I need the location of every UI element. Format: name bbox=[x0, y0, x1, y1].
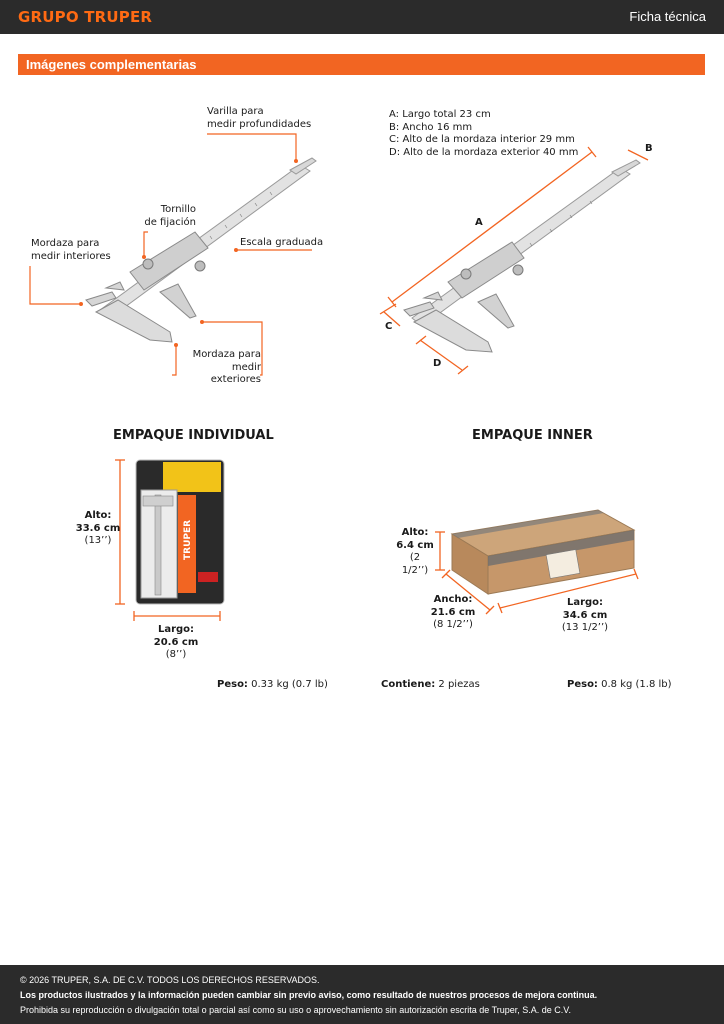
footer-notice: Los productos ilustrados y la información pueden cambiar sin previo aviso, como resultado de nuestros procesos de mejora continua. bbox=[20, 990, 598, 1000]
inner-length: Largo: 34.6 cm (13 1/2’’) bbox=[561, 597, 609, 633]
label-locking-screw: Tornillo de fijación bbox=[144, 204, 196, 228]
inner-height: Alto: 6.4 cm (2 1/2’’) bbox=[396, 527, 434, 576]
label-outer-jaw: Mordaza para medir exteriores bbox=[192, 349, 261, 385]
inner-weight: Peso: 0.8 kg (1.8 lb) bbox=[567, 679, 672, 690]
dimension-legend: A: Largo total 23 cm B: Ancho 16 mm C: Alto de la mordaza interior 29 mm D: Alto de la mordaza exterior 40 mm bbox=[389, 109, 579, 158]
individual-length: Largo: 20.6 cm (8’’) bbox=[153, 624, 199, 660]
inner-width: Ancho: 21.6 cm (8 1/2’’) bbox=[430, 594, 476, 630]
inner-contents: Contiene: 2 piezas bbox=[381, 679, 480, 690]
individual-height: Alto: 33.6 cm (13’’) bbox=[75, 510, 121, 546]
dim-letter-a: A bbox=[475, 217, 483, 228]
individual-pack-title: EMPAQUE INDIVIDUAL bbox=[113, 428, 274, 443]
footer-copyright: © 2026 TRUPER, S.A. DE C.V. TODOS LOS DERECHOS RESERVADOS. bbox=[20, 975, 320, 985]
dim-letter-d: D bbox=[433, 358, 442, 369]
document-type: Ficha técnica bbox=[629, 9, 706, 24]
individual-weight: Peso: 0.33 kg (0.7 lb) bbox=[217, 679, 328, 690]
truper-logo-text: TRUPER bbox=[183, 519, 193, 560]
label-depth-rod: Varilla para medir profundidades bbox=[207, 106, 312, 130]
inner-pack-title: EMPAQUE INNER bbox=[472, 428, 593, 443]
brand-logo: GRUPO TRUPER bbox=[18, 8, 153, 26]
section-title: Imágenes complementarias bbox=[26, 57, 197, 72]
footer bbox=[0, 965, 724, 1024]
footer-prohibition: Prohibida su reproducción o divulgación total o parcial así como su uso o aprovechamiento sin autorización escrita de Truper, S.A. de C.V. bbox=[20, 1005, 571, 1015]
dim-letter-b: B bbox=[645, 143, 653, 154]
dim-letter-c: C bbox=[385, 321, 393, 332]
label-graduated-scale: Escala graduada bbox=[240, 237, 324, 248]
label-inner-jaw: Mordaza para medir interiores bbox=[31, 238, 111, 262]
